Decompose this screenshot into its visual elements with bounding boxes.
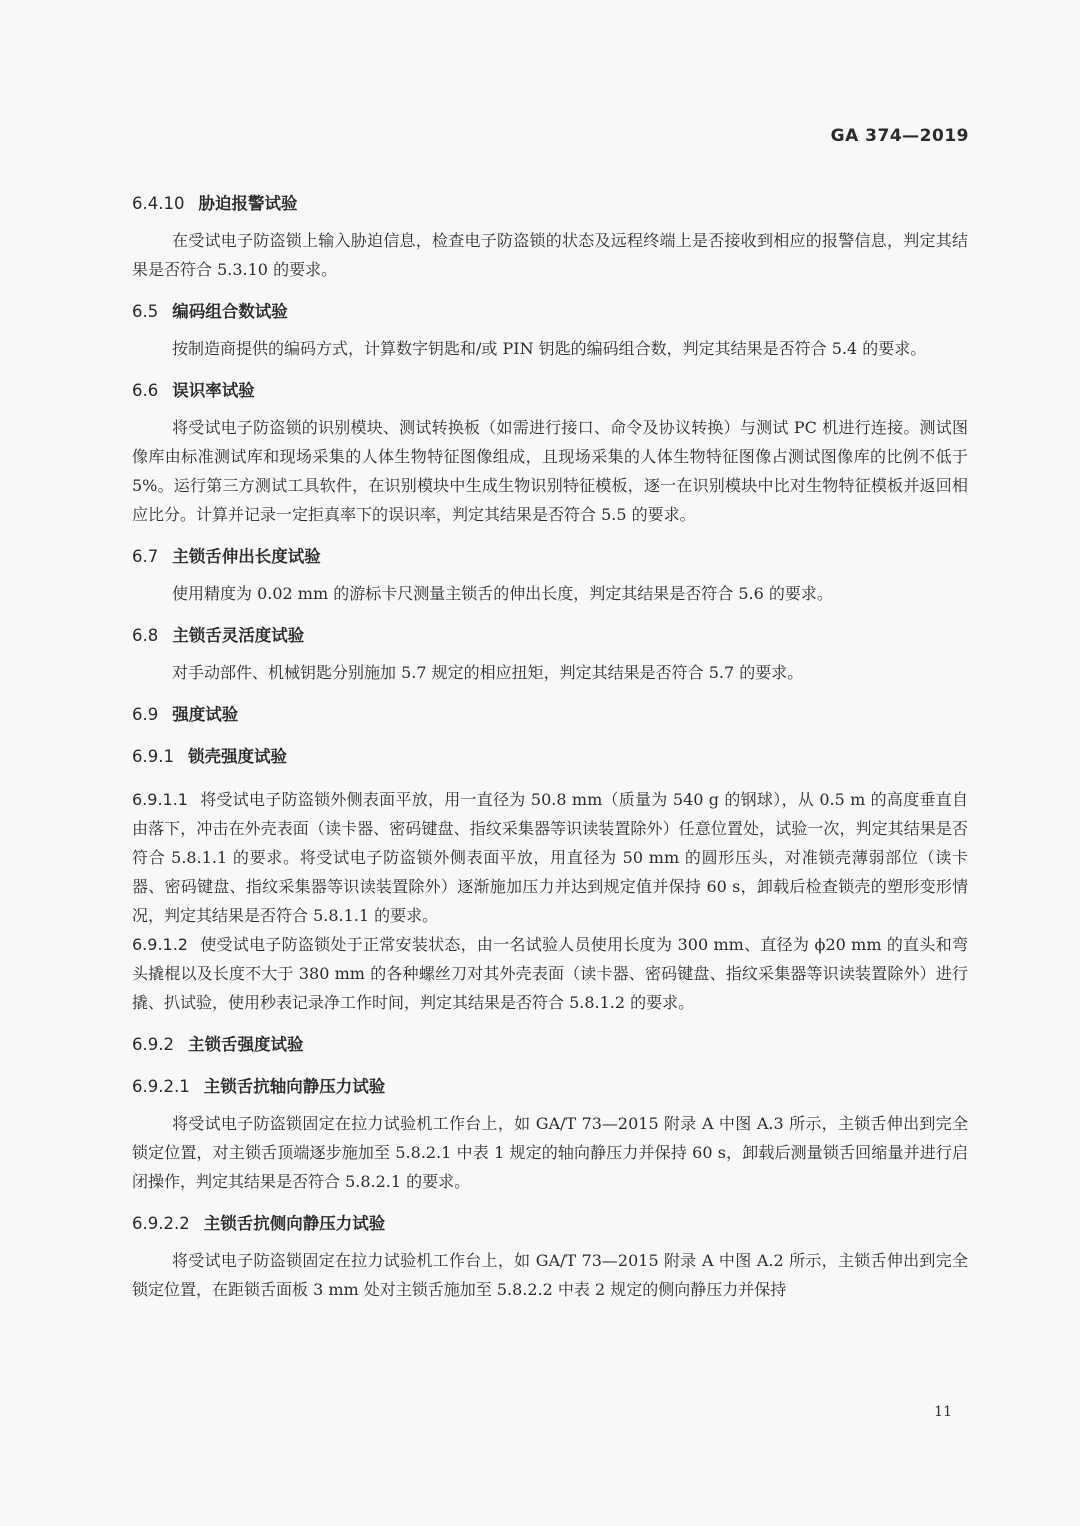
section-paragraph: 将受试电子防盗锁固定在拉力试验机工作台上，如 GA/T 73—2015 附录 A 中图 A.2 所示，主锁舌伸出到完全锁定位置，在距锁舌面板 3 mm 处对主锁舌施加至 5.8.2.2 中表 2 规定的侧向静压力并保持 bbox=[132, 1251, 968, 1299]
section-title: 误识率试验 bbox=[172, 381, 255, 400]
section-title: 主锁舌强度试验 bbox=[187, 1035, 304, 1054]
subsection-number: 6.9.1.2 bbox=[132, 935, 188, 954]
section-number: 6.9.1 bbox=[132, 747, 174, 766]
section-title: 编码组合数试验 bbox=[172, 302, 288, 321]
section-number: 6.5 bbox=[132, 302, 159, 321]
section-title: 主锁舌灵活度试验 bbox=[172, 626, 305, 645]
section-title: 主锁舌抗侧向静压力试验 bbox=[203, 1214, 386, 1233]
section-paragraph: 将受试电子防盗锁固定在拉力试验机工作台上，如 GA/T 73—2015 附录 A 中图 A.3 所示，主锁舌伸出到完全锁定位置，对主锁舌顶端逐步施加至 5.8.2.1 中表 1 规定的轴向静压力并保持 60 s，卸载后测量锁舌回缩量并进行启闭操作，判定其结果是否符合 5.8.2.1 的要求。 bbox=[132, 1114, 968, 1191]
page-content bbox=[132, 190, 968, 1304]
subsection-number: 6.9.1.1 bbox=[132, 790, 188, 809]
subsection-6-9-1-2 bbox=[132, 930, 968, 1017]
section-heading-6-9-2-2 bbox=[132, 1210, 968, 1238]
section-title: 锁壳强度试验 bbox=[187, 747, 287, 766]
section-title: 主锁舌抗轴向静压力试验 bbox=[203, 1077, 386, 1096]
section-number: 6.4.10 bbox=[132, 194, 185, 213]
section-heading-6-9-2-1 bbox=[132, 1073, 968, 1101]
document-id: GA 374—2019 bbox=[830, 126, 969, 146]
section-heading-6-8 bbox=[132, 622, 968, 650]
section-heading-6-4-10 bbox=[132, 190, 968, 218]
section-title: 强度试验 bbox=[172, 705, 239, 724]
section-number: 6.9 bbox=[132, 705, 159, 724]
section-paragraph: 在受试电子防盗锁上输入胁迫信息，检查电子防盗锁的状态及远程终端上是否接收到相应的报警信息，判定其结果是否符合 5.3.10 的要求。 bbox=[132, 231, 968, 279]
section-number: 6.7 bbox=[132, 547, 159, 566]
section-heading-6-9-1 bbox=[132, 743, 968, 771]
section-heading-6-6 bbox=[132, 377, 968, 405]
section-heading-6-9 bbox=[132, 701, 968, 729]
section-paragraph: 按制造商提供的编码方式，计算数字钥匙和/或 PIN 钥匙的编码组合数，判定其结果是否符合 5.4 的要求。 bbox=[172, 339, 927, 358]
subsection-text: 使受试电子防盗锁处于正常安装状态，由一名试验人员使用长度为 300 mm、直径为 ϕ20 mm 的直头和弯头撬棍以及长度不大于 380 mm 的各种螺丝刀对其外壳表面（读卡器、密码键盘、指纹采集器等识读装置除外）进行撬、扒试验，使用秒表记录净工作时间，判定其结果是否符合 5.8.1.2 的要求。 bbox=[132, 935, 968, 1012]
section-paragraph: 使用精度为 0.02 mm 的游标卡尺测量主锁舌的伸出长度，判定其结果是否符合 5.6 的要求。 bbox=[172, 584, 833, 603]
section-number: 6.8 bbox=[132, 626, 159, 645]
page-number: 11 bbox=[934, 1404, 952, 1420]
section-heading-6-5 bbox=[132, 298, 968, 326]
section-paragraph: 将受试电子防盗锁的识别模块、测试转换板（如需进行接口、命令及协议转换）与测试 PC 机进行连接。测试图像库由标准测试库和现场采集的人体生物特征图像组成，且现场采集的人体生物特征图像占测试图像库的比例不低于 5%。运行第三方测试工具软件，在识别模块中生成生物识别特征模板，逐一在识别模块中比对生物特征模板并返回相应比分。计算并记录一定拒真率下的误识率，判定其结果是否符合 5.5 的要求。 bbox=[132, 418, 968, 524]
section-heading-6-7 bbox=[132, 543, 968, 571]
section-number: 6.9.2.1 bbox=[132, 1077, 190, 1096]
section-title: 主锁舌伸出长度试验 bbox=[172, 547, 321, 566]
section-number: 6.9.2.2 bbox=[132, 1214, 190, 1233]
section-heading-6-9-2 bbox=[132, 1031, 968, 1059]
subsection-text: 将受试电子防盗锁外侧表面平放，用一直径为 50.8 mm（质量为 540 g 的钢球），从 0.5 m 的高度垂直自由落下，冲击在外壳表面（读卡器、密码键盘、指纹采集器等识读装置除外）任意位置处，试验一次，判定其结果是否符合 5.8.1.1 的要求。将受试电子防盗锁外侧表面平放，用直径为 50 mm 的圆形压头，对准锁壳薄弱部位（读卡器、密码键盘、指纹采集器等识读装置除外）逐渐施加压力并达到规定值并保持 60 s，卸载后检查锁壳的塑形变形情况，判定其结果是否符合 5.8.1.1 的要求。 bbox=[132, 790, 968, 925]
subsection-6-9-1-1 bbox=[132, 785, 968, 930]
section-paragraph: 对手动部件、机械钥匙分别施加 5.7 规定的相应扭矩，判定其结果是否符合 5.7 的要求。 bbox=[172, 663, 804, 682]
section-number: 6.6 bbox=[132, 381, 159, 400]
section-number: 6.9.2 bbox=[132, 1035, 174, 1054]
section-title: 胁迫报警试验 bbox=[198, 194, 298, 213]
